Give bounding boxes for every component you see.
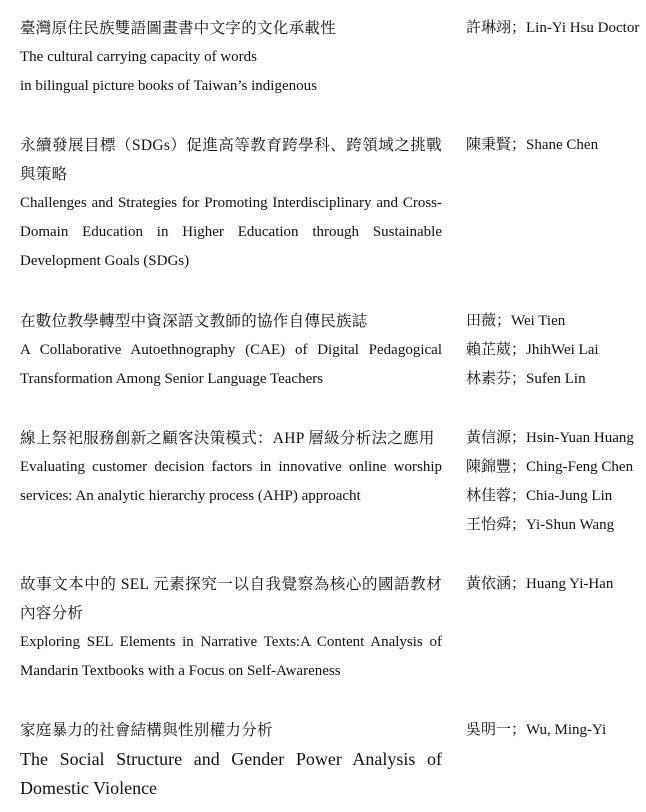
- paper-titles: [20, 716, 442, 803]
- author-list: [466, 307, 646, 394]
- author: 田薇；Wei Tien: [466, 313, 566, 329]
- paper-titles: [20, 424, 442, 511]
- title-chinese: 永續發展目標（SDGs）促進高等教育跨學科、跨領域之挑戰與策略: [20, 137, 442, 183]
- paper-titles: [20, 307, 442, 394]
- author: 吳明一；Wu, Ming-Yi: [466, 722, 607, 738]
- author: 黃依涵；Huang Yi-Han: [466, 576, 614, 592]
- author-list: [466, 424, 646, 540]
- title-chinese: 家庭暴力的社會結構與性別權力分析: [20, 722, 273, 739]
- author-list: [466, 716, 646, 745]
- author: 林素芬；Sufen Lin: [466, 371, 586, 387]
- author: 許琳翊；Lin-Yi Hsu Doctor: [466, 20, 640, 36]
- title-chinese: 故事文本中的 SEL 元素探究一以自我覺察為核心的國語教材內容分析: [20, 576, 442, 622]
- author: 陳錦豐；Ching-Feng Chen: [466, 459, 634, 475]
- author-list: [466, 14, 646, 43]
- paper-titles: [20, 570, 442, 686]
- author: 賴芷葳；JhihWei Lai: [466, 342, 599, 358]
- author: 王怡舜；Yi-Shun Wang: [466, 517, 615, 533]
- title-english: A Collaborative Autoethnography (CAE) of Digital Pedagogical Transformation Among Senior Language Teachers: [20, 342, 442, 387]
- title-chinese: 在數位教學轉型中資深語文教師的協作自傳民族誌: [20, 313, 368, 330]
- title-english-line: The cultural carrying capacity of words: [20, 49, 257, 65]
- title-english: Evaluating customer decision factors in innovative online worship services: An analytic hierarchy process (AHP) approacht: [20, 459, 442, 504]
- author-list: [466, 570, 646, 599]
- author-list: [466, 131, 646, 160]
- title-english-line: in bilingual picture books of Taiwan’s indigenous: [20, 78, 317, 94]
- title-chinese: 臺灣原住民族雙語圖畫書中文字的文化承載性: [20, 20, 337, 37]
- author: 黃信源；Hsin-Yuan Huang: [466, 430, 634, 446]
- title-english: Exploring SEL Elements in Narrative Texts:A Content Analysis of Mandarin Textbooks with a Focus on Self-Awareness: [20, 634, 442, 679]
- author: 林佳蓉；Chia-Jung Lin: [466, 488, 613, 504]
- author: 陳秉賢；Shane Chen: [466, 137, 599, 153]
- paper-titles: [20, 131, 442, 276]
- paper-titles: [20, 14, 442, 101]
- title-english: Challenges and Strategies for Promoting Interdisciplinary and Cross-Domain Education in Higher Education through Sustainable Development Goals (SDGs): [20, 195, 442, 269]
- title-chinese: 線上祭祀服務創新之顧客決策模式：AHP 層級分析法之應用: [20, 430, 435, 447]
- title-english: The Social Structure and Gender Power Analysis of Domestic Violence: [20, 749, 442, 798]
